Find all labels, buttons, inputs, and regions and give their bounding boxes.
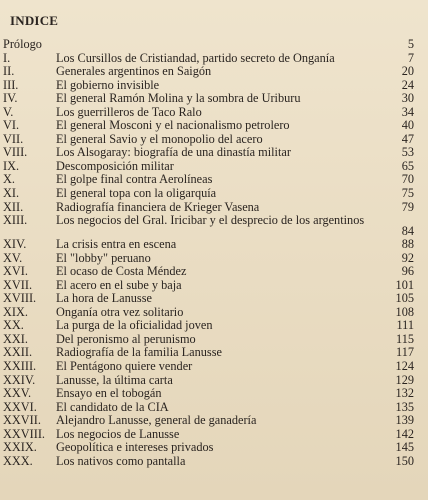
toc-entry-title: Los Cursillos de Cristiandad, partido secreto de Onganía [56, 50, 335, 65]
toc-entry-number: X. [3, 172, 15, 187]
toc-entry-title: La crisis entra en escena [56, 237, 177, 252]
toc-entry-title: El general Mosconi y el nacionalismo petrolero [56, 118, 290, 133]
toc-entry-number: IV. [3, 91, 18, 106]
toc-entry-number: XXIV. [3, 372, 36, 387]
toc-entry [0, 374, 428, 388]
toc-entry-number: II. [3, 64, 15, 79]
table-of-contents [0, 38, 428, 468]
toc-entry-title: Ensayo en el tobogán [56, 386, 162, 401]
toc-entry-page: 132 [395, 386, 414, 401]
toc-entry-title: Los guerrilleros de Taco Ralo [56, 104, 202, 119]
toc-entry [0, 65, 428, 79]
toc-entry-title: Alejandro Lanusse, general de ganadería [56, 413, 257, 428]
toc-entry-number: V. [3, 104, 14, 119]
toc-entry [0, 360, 428, 374]
toc-entry-number: XX. [3, 318, 24, 333]
toc-entry-title: Los nativos como pantalla [56, 453, 186, 468]
toc-entry [0, 146, 428, 160]
toc-entry [0, 52, 428, 66]
toc-entry-page: 24 [401, 77, 414, 92]
toc-entry-page: 135 [395, 399, 414, 414]
toc-entry-title: El general Ramón Molina y la sombra de Uriburu [56, 91, 301, 106]
toc-entry-number: XII. [3, 199, 24, 214]
toc-entry-page: 53 [401, 145, 414, 160]
toc-entry-title: Radiografía financiera de Krieger Vasena [56, 199, 260, 214]
toc-entry-title: El acero en el sube y baja [56, 277, 182, 292]
toc-entry-number: VIII. [3, 145, 28, 160]
toc-entry-page: 30 [401, 91, 414, 106]
toc-entry-number: III. [3, 77, 19, 92]
toc-entry-number: XVI. [3, 264, 28, 279]
toc-entry-page: 139 [395, 413, 414, 428]
toc-entry-number: XIII. [3, 213, 28, 228]
toc-entry-page: 142 [395, 426, 414, 441]
toc-entry [0, 428, 428, 442]
toc-entry-page: 108 [395, 304, 414, 319]
toc-entry-title: El general topa con la oligarquía [56, 186, 217, 201]
toc-entry [0, 106, 428, 120]
toc-entry-number: XXII. [3, 345, 33, 360]
toc-entry-page: 79 [401, 199, 414, 214]
toc-entry [0, 133, 428, 147]
toc-entry [0, 160, 428, 174]
toc-entry-number: XIV. [3, 237, 27, 252]
toc-entry-number: XXI. [3, 331, 28, 346]
toc-entry [0, 79, 428, 93]
toc-entry [0, 441, 428, 455]
toc-entry-number: XVII. [3, 277, 33, 292]
toc-entry-title: Onganía otra vez solitario [56, 304, 184, 319]
toc-entry [0, 333, 428, 347]
toc-entry-number: VI. [3, 118, 20, 133]
toc-entry-number: IX. [3, 158, 20, 173]
toc-entry-title: El golpe final contra Aerolíneas [56, 172, 213, 187]
toc-entry [0, 319, 428, 333]
toc-entry-number: XXV. [3, 386, 32, 401]
toc-entry-page: 7 [407, 50, 414, 65]
toc-entry [0, 201, 428, 215]
toc-entry-page: 34 [401, 104, 414, 119]
toc-entry-title: Radiografía de la familia Lanusse [56, 345, 222, 360]
toc-entry-title: Los negocios del Gral. Iricibar y el desprecio de los argentinos [56, 213, 365, 228]
toc-entry-page: 115 [396, 331, 414, 346]
toc-entry-number: XI. [3, 186, 20, 201]
toc-entry-page: 88 [401, 237, 414, 252]
toc-entry-title: El general Savio y el monopolio del acero [56, 131, 263, 146]
toc-entry-title: Descomposición militar [56, 158, 174, 173]
toc-entry [0, 387, 428, 401]
toc-entry-title: Los negocios de Lanusse [56, 426, 180, 441]
toc-entry-number: XXIII. [3, 359, 37, 374]
toc-entry-title: El gobierno invisible [56, 77, 160, 92]
page-title: INDICE [10, 13, 59, 28]
toc-entry-number: XXVIII. [3, 426, 46, 441]
toc-entry [0, 92, 428, 106]
toc-entry [0, 187, 428, 201]
toc-entry-number: XVIII. [3, 291, 37, 306]
toc-entry [0, 414, 428, 428]
toc-entry-page: 92 [401, 250, 414, 265]
toc-entry-page: 40 [401, 118, 414, 133]
toc-entry-number: XXX. [3, 453, 33, 468]
toc-entry-page: 101 [395, 277, 414, 292]
toc-entry-page: 84 [401, 223, 414, 238]
toc-entry-page: 117 [396, 345, 414, 360]
toc-entry-prologo [0, 38, 428, 52]
toc-entry-title: Los Alsogaray: biografía de una dinastía militar [56, 145, 291, 160]
toc-entry-title: Prólogo [3, 37, 42, 51]
toc-entry-title: Geopolítica e intereses privados [56, 440, 214, 455]
toc-entry [0, 119, 428, 133]
toc-entry-title: Del peronismo al perunismo [56, 331, 196, 346]
toc-entry-page: 70 [401, 172, 414, 187]
toc-entry-number: XXIX. [3, 440, 37, 455]
toc-entry-title: La hora de Lanusse [56, 291, 152, 306]
toc-entry-page: 145 [395, 440, 414, 455]
toc-entry-title: El ocaso de Costa Méndez [56, 264, 187, 279]
toc-entry [0, 173, 428, 187]
toc-entry [0, 306, 428, 320]
toc-entry-number: XXVI. [3, 399, 37, 414]
toc-entry-page: 5 [407, 37, 414, 51]
toc-entry-page: 129 [395, 372, 414, 387]
toc-entry-number: I. [3, 50, 11, 65]
toc-entry-page: 47 [401, 131, 414, 146]
toc-entry-title: La purga de la oficialidad joven [56, 318, 213, 333]
toc-entry [0, 252, 428, 266]
toc-entry-title: El "lobby" peruano [56, 250, 151, 265]
toc-entry-title: El Pentágono quiere vender [56, 359, 193, 374]
toc-entry-page: 20 [401, 64, 414, 79]
toc-entry [0, 238, 428, 252]
toc-entry-number: XXVII. [3, 413, 41, 428]
toc-entry [0, 346, 428, 360]
toc-entry-page: 150 [395, 453, 414, 468]
toc-entry-title: El candidato de la CIA [56, 399, 169, 414]
toc-entry-number: XIX. [3, 304, 28, 319]
toc-entry-title: Generales argentinos en Saigón [56, 64, 212, 79]
toc-entry [0, 455, 428, 469]
toc-entry-page: 65 [401, 158, 414, 173]
toc-entry [0, 292, 428, 306]
toc-entry-page: 124 [395, 359, 414, 374]
toc-entry-page: 96 [401, 264, 414, 279]
toc-entry-page: 111 [396, 318, 414, 333]
toc-entry-page: 105 [395, 291, 414, 306]
toc-entry-number: VII. [3, 131, 24, 146]
toc-entry [0, 214, 428, 238]
toc-entry [0, 401, 428, 415]
toc-entry-title: Lanusse, la última carta [56, 372, 173, 387]
toc-entry [0, 265, 428, 279]
toc-entry [0, 279, 428, 293]
toc-entry-number: XV. [3, 250, 23, 265]
toc-entry-page: 75 [401, 186, 414, 201]
